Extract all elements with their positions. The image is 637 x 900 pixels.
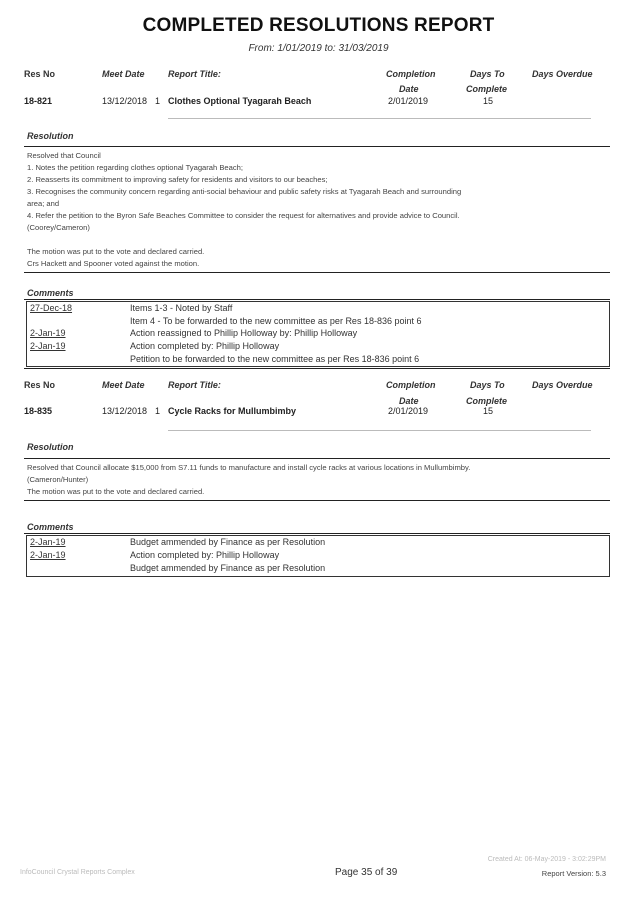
resolution-title: Cycle Racks for Mullumbimby (168, 406, 297, 416)
col-days-to: Days To (470, 380, 505, 390)
spacer (27, 234, 461, 246)
comment-text: Petition to be forwarded to the new committee as per Res 18-836 point 6 (130, 354, 420, 364)
col-days-overdue: Days Overdue (532, 69, 593, 79)
resolution-line: The motion was put to the vote and declared carried. (27, 487, 205, 496)
col-report-title: Report Title: (168, 380, 221, 390)
meet-date: 13/12/2018 (102, 406, 148, 416)
col-res-no: Res No (24, 380, 56, 390)
comment-date: 27-Dec-18 (30, 303, 73, 313)
divider (168, 430, 591, 431)
comment-text: Action completed by: Phillip Holloway (130, 341, 280, 351)
resolution-line: 2. Reasserts its commitment to improving safety for residents and visitors to our beaches; (27, 175, 328, 184)
comment-date: 2-Jan-19 (30, 537, 66, 547)
col-report-title: Report Title: (168, 69, 221, 79)
item-number: 1 (155, 96, 161, 106)
comment-text: Item 4 - To be forwarded to the new committee as per Res 18-836 point 6 (130, 316, 422, 326)
section-rule (24, 500, 610, 501)
resolution-line: Crs Hackett and Spooner voted against the motion. (27, 259, 200, 268)
section-rule (24, 368, 610, 369)
col-completion-sub: Date (399, 396, 419, 406)
section-rule (24, 299, 610, 300)
section-rule (24, 533, 610, 534)
col-meet-date: Meet Date (102, 380, 145, 390)
resolution-line: Resolved that Council (27, 151, 101, 160)
comment-text: Items 1-3 - Noted by Staff (130, 303, 233, 313)
comment-text: Action completed by: Phillip Holloway (130, 550, 280, 560)
divider (168, 118, 591, 119)
resolution-line: 4. Refer the petition to the Byron Safe Beaches Committee to consider the request for alternatives and provide advice to Council. (27, 211, 460, 220)
item-number: 1 (155, 406, 161, 416)
section-rule (24, 146, 610, 147)
completion-date: 2/01/2019 (388, 96, 429, 106)
col-completion: Completion (386, 380, 436, 390)
resolution-line: area; and (27, 199, 60, 208)
created-at: Created At: 06-May-2019 - 3:02:29PM (487, 856, 606, 863)
comment-text: Budget ammended by Finance as per Resolution (130, 563, 326, 573)
col-days-to-sub: Complete (466, 396, 508, 406)
resolution-line: (Cameron/Hunter) (27, 475, 89, 484)
resolution-heading: Resolution (27, 131, 74, 141)
resolution-text (27, 150, 461, 270)
comment-text: Action reassigned to Phillip Holloway by: Phillip Holloway (130, 328, 358, 338)
page-number: Page 35 of 39 (335, 867, 398, 878)
comments-heading: Comments (27, 522, 74, 532)
col-days-to: Days To (470, 69, 505, 79)
col-days-overdue: Days Overdue (532, 380, 593, 390)
report-version: Report Version: 5.3 (541, 869, 606, 878)
col-res-no: Res No (24, 69, 56, 79)
report-title: COMPLETED RESOLUTIONS REPORT (142, 15, 495, 36)
comment-date: 2-Jan-19 (30, 341, 66, 351)
resolution-line: (Coorey/Cameron) (27, 223, 90, 232)
col-completion-sub: Date (399, 84, 419, 94)
resolution-text (27, 462, 470, 498)
col-completion: Completion (386, 69, 436, 79)
comment-text: Budget ammended by Finance as per Resolution (130, 537, 326, 547)
resolution-title: Clothes Optional Tyagarah Beach (168, 96, 312, 106)
meet-date: 13/12/2018 (102, 96, 148, 106)
resolution-line: 1. Notes the petition regarding clothes optional Tyagarah Beach; (27, 163, 244, 172)
resolution-line: The motion was put to the vote and declared carried. (27, 247, 205, 256)
days-to-complete: 15 (483, 406, 494, 416)
section-rule (24, 272, 610, 273)
section-rule (24, 458, 610, 459)
days-to-complete: 15 (483, 96, 494, 106)
resolution-line: Resolved that Council allocate $15,000 from S7.11 funds to manufacture and install cycle racks at various locations in Mullumbimby. (27, 463, 471, 472)
comments-heading: Comments (27, 288, 74, 298)
comment-date: 2-Jan-19 (30, 328, 66, 338)
footer-left: InfoCouncil Crystal Reports Complex (20, 869, 135, 876)
resolution-line: 3. Recognises the community concern regarding anti-social behaviour and public safety risks at Tyagarah Beach and surrounding (27, 187, 462, 196)
completion-date: 2/01/2019 (388, 406, 429, 416)
res-number: 18-835 (24, 406, 53, 416)
col-days-to-sub: Complete (466, 84, 508, 94)
comment-date: 2-Jan-19 (30, 550, 66, 560)
col-meet-date: Meet Date (102, 69, 145, 79)
report-period: From: 1/01/2019 to: 31/03/2019 (248, 43, 389, 54)
res-number: 18-821 (24, 96, 53, 106)
resolution-heading: Resolution (27, 442, 74, 452)
